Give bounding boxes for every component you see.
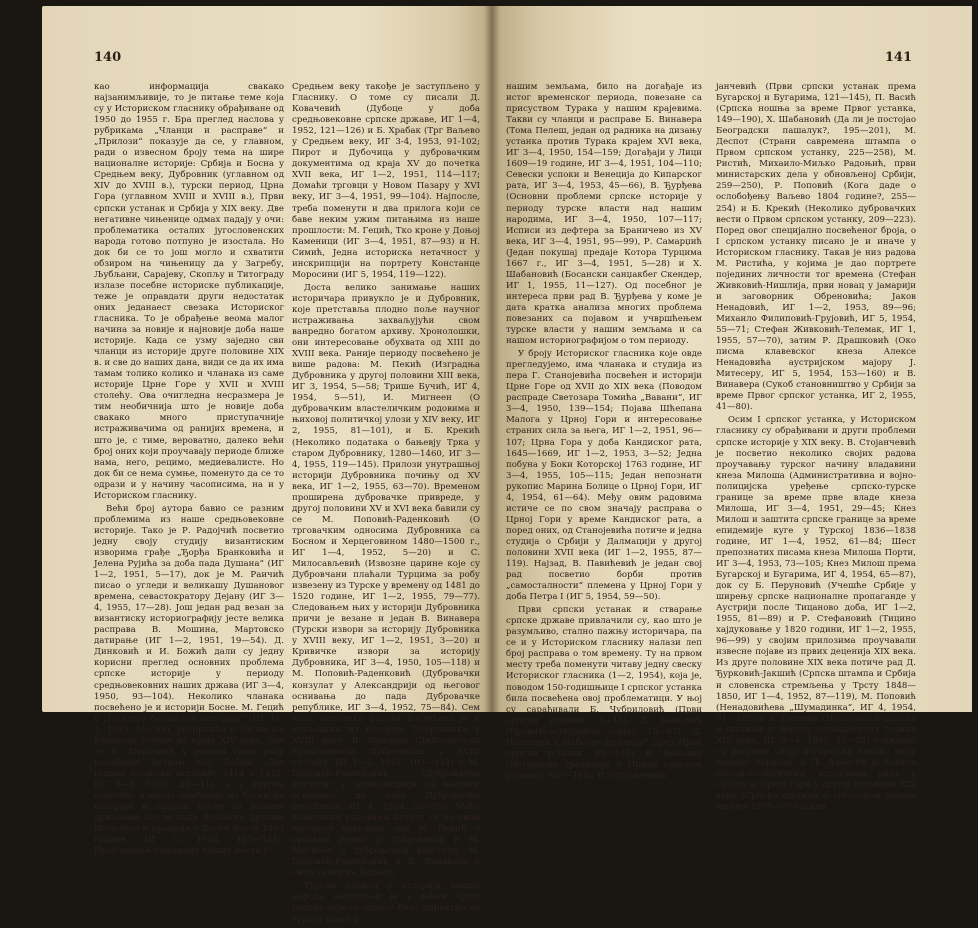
paragraph: Доста велико занимање наших историчара привукло је и Дубровник, које претставља плодно поље научног истраживања захваљујући свом ванредно богатом архиву. Хронолошки, они интересовање обухвата од XIII до XVIII века. Раније периоду посвећено је више радова: М. Пекић (Изградња Дубровника у другој половини XIII века, ИГ 3, 1954, 5—58; Трише Бучић, ИГ 4, 1954, 5—51), И. Мигнеен (О дубровачким властеличким родовима и њиховој политичкој улози у XIV веку, ИГ 2, 1955, 81—101), и Б. Крекић (Неколико података о бањевју Трка у старом Дубровнику, 1280—1460, ИГ 3—4, 1955, 119—145). Прилози унутрашњој историји Дубровника почињу од XV века, ИГ 1—2, 1955, 63—70). Временом проширена дубровачке привреде, у другој половини XV и XVI века бавили су се М. Поповић-Раденковић (О трговачким односима Дубровника са Босном и Херцеговином 1480—1500 г., ИГ 1—4, 1952, 5—20) и С. Милосављевић (Извозне царине које су Дубровчани плаћали Турцима за робу извезену из Турске у времену од 1481 до 1520 године, ИГ 1—2, 1955, 79—77). Следовањем њих у историји Дубровника причи је везане и један В. Винавера (Турски извори за историју Дубровника у XVIII веку, ИГ 1—2, 1951, 3—20) и Кривичке извори за историју Дубровника, ИГ 3—4, 1950, 105—118) и М. Поповић-Раденковић (Дубровачки конзулат у Александрији од његовог оснивања до пада Дубровачке републике, ИГ 3—4, 1952, 75—84). Сем тога, неколико радова посвећено је и епизодама из историје Дубровника у XVIII веку: В. Кризман (Дипломатски представници Дубровника у XVIII столећу, ИГ 1—2, 1951, 107—114) и М. Поповић-Раденковић (Дубровачки конзулат у Александрији од његовог оснивања до пада Дубровачке републике, ИГ 4, 1954, 55—55). Међу наведеним радовима истичу се по свом интересу неколико они М. Пекић о српском језику у Дубровнику и М. Мигнеен о дубровачкој властели. М. Поповић-Раденковић и В. Винавера у своју тачку на Јадрану. (292, 282, 480, 879)
page-number-left: 140 (94, 50, 122, 65)
page-number-right: 141 (884, 50, 912, 65)
paragraph: Средњем веку такође је заступљено у Гласнику. О томе су писали Д. Ковачевић (Дубоце у доба средњовековне српске државе, ИГ 1—4, 1952, 121—126) и Б. Храбак (Трг Ваљево у Средњем веку, ИГ 3-4, 1953, 91-102; Пирот и Дубочица у дубровачким документима од краја XV до почетка XVII века, ИГ 1—2, 1951, 114—117; Домаћи трговци у Новом Пазару у XVI веку, ИГ 3—4, 1951, 99—104). Најпосле, треба поменути и два прилога који се баве неким ужим питањима из наше прошлости: М. Гецић, Тко кроне у Доњој Каменици (ИГ 3—4, 1951, 87—93) и Н. Симић, Једна историска нетачност у инскрипцији на портрету Констанце Моросини (ИГ 5, 1954, 119—122). (292, 82, 480, 280)
paragraph: јанчевић (Први српски устанак према Бугарској и Бугарима, 121—145), П. Васић (Српска ношња за време Првог устанка, 149—190), Х. Шабановић (Да ли је постојао Београдски пашалук?, 195—201), М. Деспот (Страни савремена штампа о Првом српском устанку, 225—258), М. Ристић, Михаило-Миљко Радоњић, први министарских дела у обновљеној Србији, 259—250), Р. Поповић (Кога даде о ослобођењу Ваљево 1804 године?, 255—254) и Б. Крекић (Неколико дубровачких вести о Првом српском устанку, 209—223). Поред овог специјално посвећеног броја, о I српском устанку писано је и иначе у Историском гласнику. Такав је низ радова М. Ристића, у којима је дао портрете појединих личности тог времена (Стефан Живковић-Нишлија, први новац у јамарији и заговорник Обреновића; Јаков Ненадовић, ИГ 1—2, 1953, 89—96; Михаило Филиповић-Грујовић, ИГ 5, 1954, 55—71; Стефан Живковић-Телемак, ИГ 1, 1955, 57—70), затим Р. Драшковић (Око писма клавевског кнеза Алексе Ненадовића аустријском мајору Ј. Митесеру, ИГ 5, 1954, 153—160) и В. Винавера (Сукоб становништво у Србији за време Првог српског устанка, ИГ 2, 1955, 41—80). (716, 82, 916, 413)
paragraph: Већи број аутора бавио се разним проблемима из наше средњовековне историје. Тако је Р. Радојчић посветио једну своју студију византиским изворима грађе „Ђорђа Бранковића и Јелена Рујића за доба пада Душана“ (ИГ 1—2, 1951, 5—17), док је М. Раичић писао о угледи и великашу Душановог времена, севастократору Дејану (ИГ 3—4, 1955, 17—28). Још један рад везан за византиску историографију јесте велика расправа В. Мошина, Мартовско датирање (ИГ 1—2, 1951, 19—54). Д. Динковић и И. Божић дали су једну корисни преглед основних проблема српске историје у периоду средњовековних наших држава (ИГ 3—4, 1950, 93—104). Неколико чланака посвећено је и историји Босне. М. Гецић у „Прилогу босанског историји“ (ИГ 1—2, 1953, 55—65), расправља о босанској владаоци Јелени из краја XIV века, док се С. Пирковић у једном свом раду позабавио битком код Добоја (Две године босанске историје, 1414 и 1415, ИГ 3—4, 1955, 29—41), а у другом осветлио извесне проблеме из босанске историје и одноца Босне са разним државама после пада босанске државе (Властела и краљеви у Босни после 1463 године, ИГ 5, 1954, 123—151). Проучавање појединих наших места у (94, 503, 284, 857)
paragraph: Турски период у историји наших народа заступљен је у већем броју радова који се односе било директно на турску власт у (292, 881, 480, 925)
left-column-2 (292, 82, 480, 928)
paragraph: У броју Историског гласника које овде прегледујемо, има чланака и студија из пера Г. Станојевића посвећен и историји Црне Горе од XVII до XIX века (Поводом распраде Светозара Томића „Вавани“, ИГ 3—4, 1950, 139—154; Појава Шћепана Малога у Црној Гори и интересовање страних сила за њега, ИГ 1—2, 1951, 96—107; Црна Гора у доба Кандиског рата, 1645—1669, ИГ 1—2, 1953, 3—52; Једна побуна у Боки Которској 1763 године, ИГ 3—4, 1955, 105—115; Један непознати рукопис Марина Болице о Црној Гори, ИГ 4, 1954, 61—64). Међу овим радовима истиче се по свом значају расправа о Црној Гори у време Кандиског рата, а поред оних, од Станојевића потиче и једна студија о Србији у Далмацији у другој половини XVII века (ИГ 1—2, 1955, 87—119). Најзад, В. Павићевић је један свој рад посветио борби против „самосталности“ племена у Црној Гори у доба Петра I (ИГ 5, 1954, 59—50). (506, 349, 702, 603)
right-column-1 (506, 82, 702, 784)
left-page (42, 6, 492, 925)
paragraph: Први српски устанак и стварање српске државе привлачили су, као што је разумљиво, стално пажњу историчара, па се и у Историском гласнику налази леп број расправа о том времену. Ту на првом месту треба поменути читаву једну свеску Историског гласника (1—2, 1954), која је, поводом 150-годишњице I српског устанка била посвећена овој проблематици. У њој су сарађивали Б. Чубриловић (Први српски устанак, 5—15), Д. Јанковић (Правителствујушчи совјет, 15—87), Д. Пантелић („Небеске прилике“ пред Први српски устанак, 89—101), В. Винавер (Историска традиција у Првом српском устанку, 105—118), В. Стојанчевић (506, 605, 702, 781)
book-gutter (484, 6, 500, 712)
left-column-1 (94, 82, 284, 859)
right-column-2 (716, 82, 916, 815)
right-page (492, 6, 972, 813)
paragraph: као информација свакако најзанимљивије, то је питање теме која су у Историском гласнику обрађиване од 1950 до 1955 г. Бра преглед наслова у рубрикама „Чланци и расправе“ и „Прилози“ показује да се, у главном, ради о извесном броју тема на ширe националне историје: Србија и Босна у Средњем веку, Дубровник (углавном од XIV до XVIII в.), турски период, Црна Гора (углавном XVIII и XVIII в.), Први српски устанак и Србија у XIX веку. Две негативне чињенице одмах падају у очи: проблематика осталих југословенских народа готово потпуно је изостала. Но док би се то још могло и схватити обзиром на чињеницу да у Загребу, Љубљани, Сарајеву, Скопљу и Титограду излазе посебне историске публикације, теже је оправдати други недостатак оних једанаест свезака Историског гласника. То је обрађење веома малог начина за новије и најновије доба наше историје. Када се узму заједно сви чланци из историје друге половине XIX в. и све до наших дана, види се да их има тамам толико колико и чланака из саме историје Црне Горе у XVII и XVIII столећу. Ова очигледна несразмера је тим необичнија што је новије доба свакако много приступачније истраживачима од ранијих времена, и што је, с тиме, вероватно, далеко већи број оних који проучавају периоде ближе нама, него, рецимо, медиевалисте. Но док би се нема сумње, поменуто да се то одрази и у начину часописима, на и у Историском гласнику. (94, 82, 284, 501)
paragraph: Осим I српског устанка, у Историском гласнику су обрађивани и други проблеми српске историје у XIX веку. В. Стојанчевић је посветио неколико својих радова проучавању турског начину владавини кнеза Милоша (Административна и војно-полицијска уређење српско-турске границе за време прве владе кнеза Милоша, ИГ 3—4, 1951, 29—45; Кнез Милош и заштита српске границе за време епидемије куге у Турској 1836—1838 године, ИГ 1—4, 1952, 61—84; Шест препознатих писама кнеза Милоша Порти, ИГ 3—4, 1953, 73—105; Кнез Милош према Бугарској и Бугарима, ИГ 4, 1954, 65—87), док су Б. Перуновић (Учешће Србије у ширењу српске националне пропаганде у Аустрији после Тицаново доба, ИГ 1—2, 1955, 81—89) и Р. Стефановић (Тицино хајдуковање у 1820 години, ИГ 1—2, 1955, 96—99) у својим прилозима проучавали извесне појаве из првих деценија XIX века. Из друге половине XIX века потиче рад Д. Ђурковић-Јакшић (Српска штампа и Србија и словенска стремљења у Трсту 1848—1850, ИГ 1—4, 1952, 87—119), М. Поповић (Ненадовићева „Шумадинка“, ИГ 4, 1954, 91—125) и А. Гаденић (Неколико података о штампи у Земуну седамдесетих година XIX века, ИГ 3—4, 1955, 45—55) извиднео су разумни своју историјска некако низу данијег периода, а Љ. Алексић је бавила спољнополитичким аспектима рата у Србији и Црној Гори у другој половини XIX века (Српска штампа о енглеском јавном мњењу 1875—78 године, (716, 415, 916, 813)
paragraph: нашим земљама, било на догађаје из истог временског периода, повезане са присуством Турака у нашим крајевима. Такви су чланци и расправе Б. Винавера (Тома Пелеш, један од радника на дизању устанка против Турака крајем XVI века, ИГ 3—4, 1950, 154—159; Догађаји у Лици 1609—19 године, ИГ 3—4, 1951, 104—110; Севески успоки и Венеција до Кипарског рата, ИГ 3—4, 1953, 45—66), В. Ђурђева (Основни проблеми српске историје у периоду турске власти над нашим народима, ИГ 3—4, 1950, 107—117; Исписи из дефтера за Браничево из XV века, ИГ 3—4, 1951, 95—99), Р. Самарџић (Један покушај предаје Котора Турцима 1667 г., ИГ 3—4, 1951, 5—28) и Х. Шабановић (Босански санџакбег Скендер, ИГ 1, 1955, 11—127). Од посебног је интереса први рад В. Ђурђева у коме је дата кратка анализа многих проблема повезаних са појавом и учвршћењем турске власти у нашим земљама и са нашом историографијом о том периоду. (506, 82, 702, 347)
